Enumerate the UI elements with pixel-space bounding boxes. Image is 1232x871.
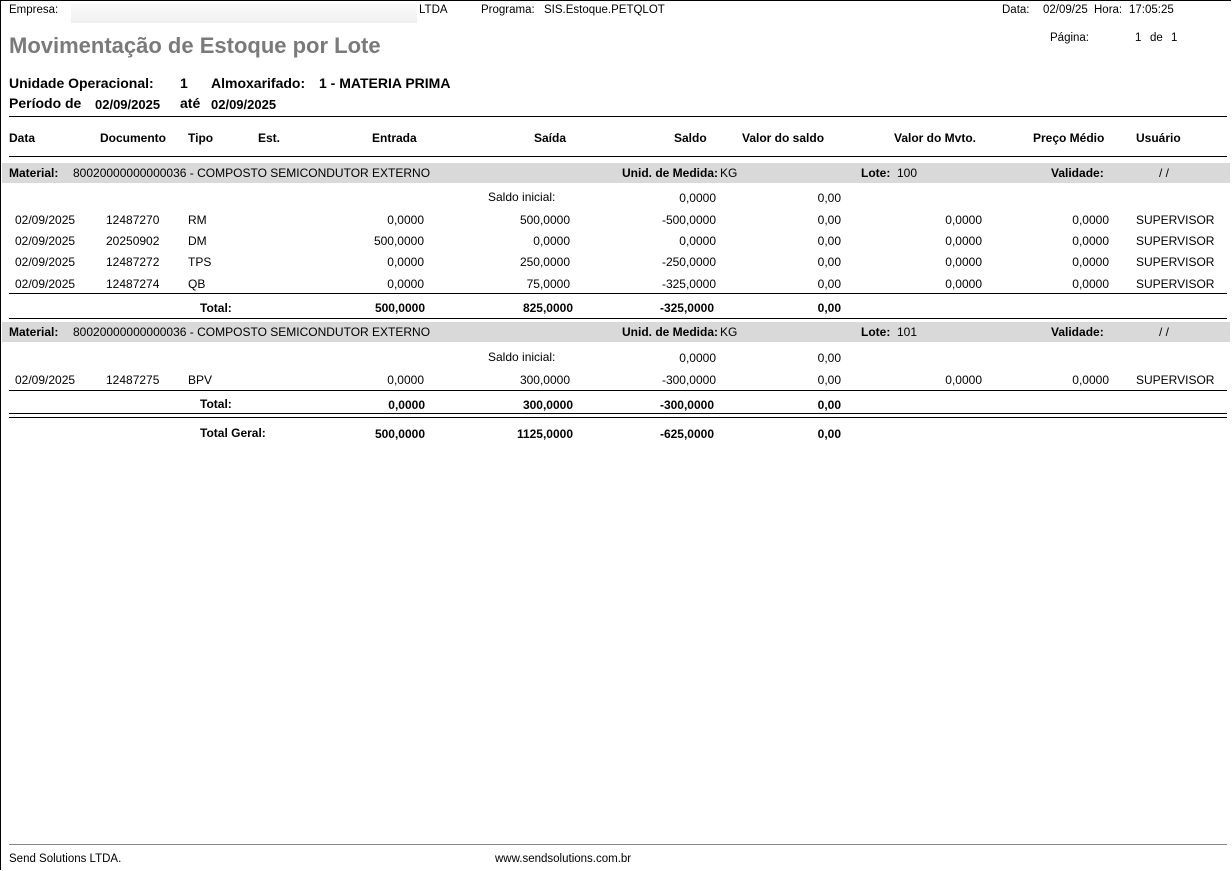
cell-tipo: QB [188,277,206,291]
total-geral-entrada: 500,0000 [374,427,425,441]
cell-saida: 500,0000 [519,213,570,227]
unid-medida-value: KG [720,166,738,180]
total-valor-saldo: 0,00 [817,398,841,412]
cell-preco-medio: 0,0000 [1072,255,1109,269]
cell-usuario: SUPERVISOR [1136,373,1215,387]
cell-usuario: SUPERVISOR [1136,277,1215,291]
empresa-suffix: LTDA [419,4,448,16]
cell-preco-medio: 0,0000 [1072,213,1109,227]
cell-preco-medio: 0,0000 [1072,373,1109,387]
saldo-inicial-label: Saldo inicial: [488,190,556,204]
hora-value: 17:05:25 [1129,4,1174,16]
pagina-de: de [1150,32,1163,44]
unid-medida-label: Unid. de Medida: [622,325,718,339]
page-title: Movimentação de Estoque por Lote [9,33,381,58]
total-entrada: 0,0000 [388,398,425,412]
almox-label: Almoxarifado: [211,75,306,91]
cell-entrada: 500,0000 [373,234,424,248]
programa-label: Programa: [481,4,535,16]
cell-valor-mvto: 0,0000 [945,373,982,387]
cell-tipo: DM [188,234,207,248]
cell-valor-saldo: 0,00 [817,277,841,291]
cell-entrada: 0,0000 [387,255,424,269]
cell-saldo: -300,0000 [661,373,716,387]
col-data: Data [9,131,36,145]
unid-medida-value: KG [720,325,738,339]
cell-saida: 0,0000 [533,234,570,248]
cell-valor-saldo: 0,00 [817,234,841,248]
cell-saldo: -500,0000 [661,213,716,227]
cell-documento: 12487275 [106,373,160,387]
saldo-inicial-value: 0,0000 [679,191,716,205]
total-label: Total: [200,397,232,411]
cell-saida: 300,0000 [519,373,570,387]
lote-value: 101 [897,325,918,339]
col-saida: Saída [534,131,567,145]
col-usuario: Usuário [1136,131,1181,145]
pagina-label: Página: [1050,32,1090,44]
footer-divider [9,844,1227,845]
material-label: Material: [9,325,59,339]
saldo-inicial-valor: 0,00 [817,351,841,365]
cell-documento: 12487274 [106,277,160,291]
periodo-label: Período de [9,95,82,111]
material-value: 80020000000000036 - COMPOSTO SEMICONDUTOR EXTERNO [73,166,431,180]
cell-valor-mvto: 0,0000 [945,213,982,227]
validade-value: / / [1159,325,1170,339]
material-label: Material: [9,166,59,180]
saldo-inicial-label: Saldo inicial: [488,350,556,364]
cell-documento: 20250902 [106,234,160,248]
col-est: Est. [258,131,281,145]
cell-entrada: 0,0000 [387,277,424,291]
validade-label: Validade: [1051,166,1104,180]
total-saida: 825,0000 [522,301,573,315]
total-geral-valor-saldo: 0,00 [817,427,841,441]
cell-preco-medio: 0,0000 [1072,277,1109,291]
total-divider [9,390,1227,391]
col-valor-saldo: Valor do saldo [742,131,825,145]
cell-entrada: 0,0000 [387,213,424,227]
saldo-inicial-value: 0,0000 [679,351,716,365]
cell-usuario: SUPERVISOR [1136,255,1215,269]
periodo-end: 02/09/2025 [211,97,277,112]
total-saida: 300,0000 [522,398,573,412]
pagina-current: 1 [1135,32,1142,44]
lote-label: Lote: [861,166,891,180]
cell-tipo: BPV [188,373,213,387]
cell-documento: 12487272 [106,255,160,269]
cell-usuario: SUPERVISOR [1136,234,1215,248]
grand-total-divider [9,413,1227,418]
col-valor-mvto: Valor do Mvto. [894,131,977,145]
total-geral-label: Total Geral: [200,426,266,440]
cell-usuario: SUPERVISOR [1136,213,1215,227]
programa-value: SIS.Estoque.PETQLOT [544,4,665,16]
empresa-label: Empresa: [9,4,59,16]
col-saldo: Saldo [674,131,707,145]
cell-saldo: -250,0000 [661,255,716,269]
hora-label: Hora: [1094,4,1123,16]
col-tipo: Tipo [188,131,214,145]
cell-data: 02/09/2025 [15,373,76,387]
validade-label: Validade: [1051,325,1104,339]
data-label: Data: [1002,4,1030,16]
cell-saldo: -325,0000 [661,277,716,291]
cell-data: 02/09/2025 [15,234,76,248]
redacted-company-name [71,3,417,23]
cell-valor-mvto: 0,0000 [945,255,982,269]
cell-saida: 250,0000 [519,255,570,269]
cell-entrada: 0,0000 [387,373,424,387]
cell-data: 02/09/2025 [15,213,76,227]
total-divider [9,293,1227,294]
group-divider [9,318,1227,319]
cell-saida: 75,0000 [526,277,570,291]
cell-documento: 12487270 [106,213,160,227]
cell-saldo: 0,0000 [679,234,716,248]
cell-data: 02/09/2025 [15,255,76,269]
col-preco-medio: Preço Médio [1033,131,1105,145]
cell-valor-saldo: 0,00 [817,255,841,269]
total-saldo: -300,0000 [659,398,714,412]
lote-value: 100 [897,166,918,180]
col-entrada: Entrada [372,131,417,145]
almox-value: 1 - MATERIA PRIMA [319,75,451,91]
periodo-start: 02/09/2025 [95,97,161,112]
ate-label: até [180,95,201,111]
total-geral-saldo: -625,0000 [659,427,714,441]
footer-site: www.sendsolutions.com.br [495,853,632,865]
total-geral-saida: 1125,0000 [516,427,573,441]
header-divider [9,116,1227,117]
unidade-label: Unidade Operacional: [9,75,154,91]
material-value: 80020000000000036 - COMPOSTO SEMICONDUTOR EXTERNO [73,325,431,339]
unidade-value: 1 [180,75,188,91]
cell-data: 02/09/2025 [15,277,76,291]
footer-company: Send Solutions LTDA. [9,853,122,865]
cell-valor-saldo: 0,00 [817,373,841,387]
total-saldo: -325,0000 [659,301,714,315]
unid-medida-label: Unid. de Medida: [622,166,718,180]
total-entrada: 500,0000 [374,301,425,315]
pagina-total: 1 [1171,32,1178,44]
saldo-inicial-valor: 0,00 [817,191,841,205]
data-value: 02/09/25 [1043,4,1088,16]
cell-tipo: RM [188,213,207,227]
cell-valor-mvto: 0,0000 [945,234,982,248]
cell-tipo: TPS [188,255,212,269]
total-label: Total: [200,301,232,315]
cell-preco-medio: 0,0000 [1072,234,1109,248]
cell-valor-saldo: 0,00 [817,213,841,227]
validade-value: / / [1159,166,1170,180]
col-documento: Documento [100,131,166,145]
total-valor-saldo: 0,00 [817,301,841,315]
cell-valor-mvto: 0,0000 [945,277,982,291]
lote-label: Lote: [861,325,891,339]
columns-divider [9,156,1227,157]
